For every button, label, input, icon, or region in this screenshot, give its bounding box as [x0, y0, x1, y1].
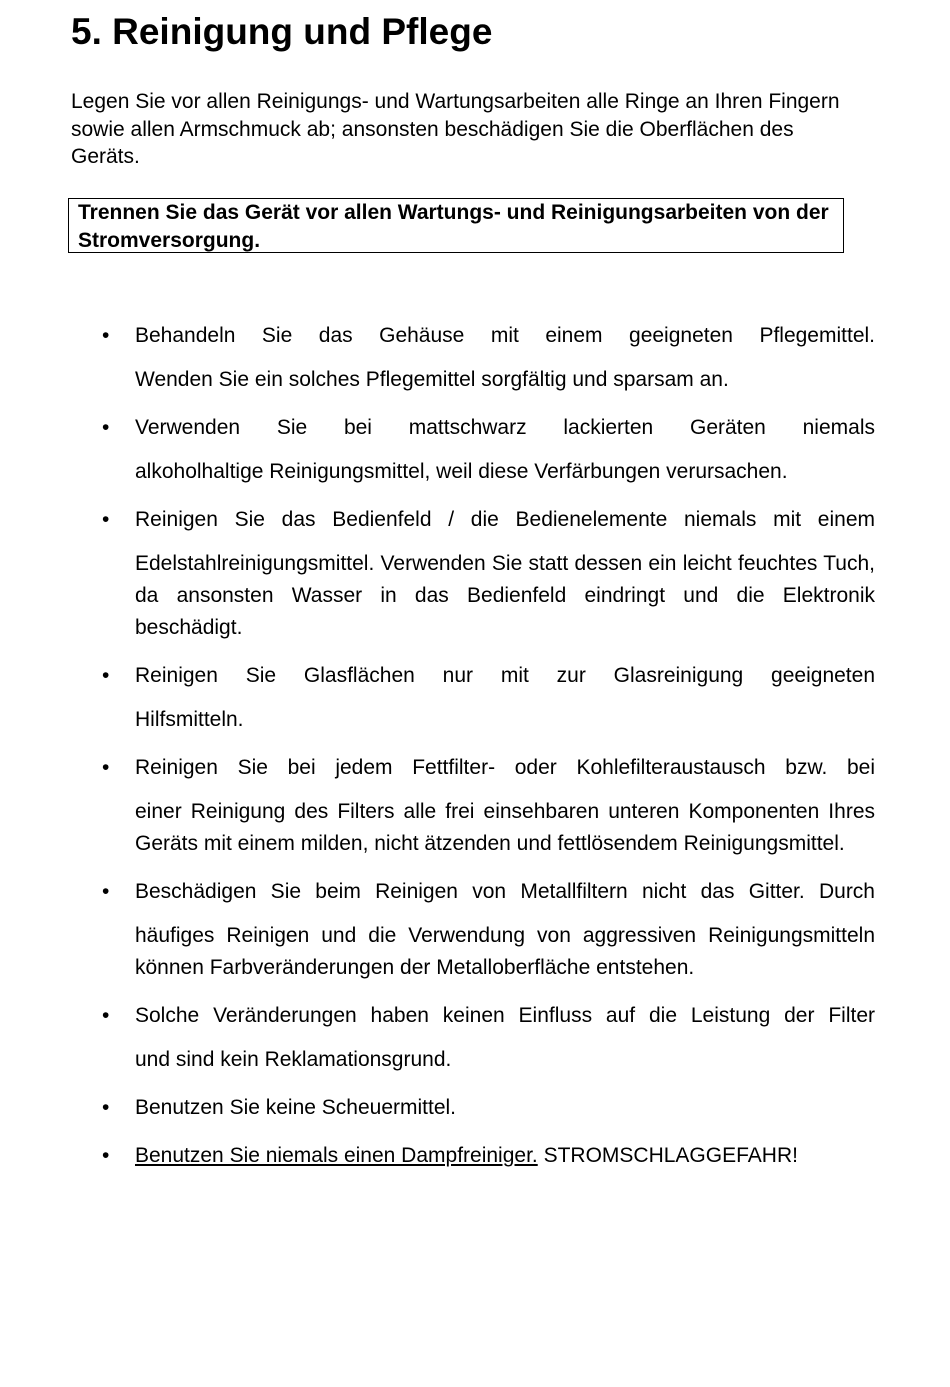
list-item-first-line: Verwenden Sie bei mattschwarz lackierten Geräten niemals — [135, 416, 875, 439]
list-item-continuation: Hilfsmitteln. — [135, 708, 244, 731]
list-item — [0, 1000, 875, 1076]
list-item — [0, 412, 875, 488]
list-item-continuation: und sind kein Reklamationsgrund. — [135, 1048, 452, 1071]
bullet-icon: • — [102, 880, 110, 903]
bullet-icon: • — [102, 324, 110, 347]
list-item-continuation: häufiges Reinigen und die Verwendung von aggressiven Reinigungsmitteln können Farbveränderungen der Metalloberfläche entstehen. — [135, 924, 875, 979]
list-item-first-line: Reinigen Sie das Bedienfeld / die Bedienelemente niemals mit einem — [135, 508, 875, 531]
page-title: 5. Reinigung und Pflege — [71, 11, 493, 52]
shock-hazard-text: STROMSCHLAGGEFAHR! — [537, 1144, 798, 1167]
bullet-icon: • — [102, 1144, 110, 1167]
list-item-first-line: Solche Veränderungen haben keinen Einfluss auf die Leistung der Filter — [135, 1004, 875, 1027]
list-item — [0, 660, 875, 736]
list-item — [0, 320, 875, 396]
list-item-text: Benutzen Sie keine Scheuermittel. — [135, 1096, 457, 1119]
list-item — [0, 752, 875, 860]
bullet-icon: • — [102, 1096, 110, 1119]
list-item — [0, 876, 875, 984]
underlined-warning-text: Benutzen Sie niemals einen Dampfreiniger. — [135, 1144, 538, 1167]
warning-box: Trennen Sie das Gerät vor allen Wartungs- und Reinigungsarbeiten von der Stromversorgung. — [68, 198, 844, 253]
list-item — [0, 1140, 875, 1172]
instruction-list — [0, 320, 875, 1188]
list-item-first-line: Behandeln Sie das Gehäuse mit einem geeigneten Pflegemittel. — [135, 324, 875, 347]
list-item-first-line: Beschädigen Sie beim Reinigen von Metallfiltern nicht das Gitter. Durch — [135, 880, 875, 903]
list-item-continuation: Edelstahlreinigungsmittel. Verwenden Sie statt dessen ein leicht feuchtes Tuch, da ansonsten Wasser in das Bedienfeld eindringt und die Elektronik beschädigt. — [135, 552, 875, 639]
list-item — [0, 1092, 875, 1124]
intro-paragraph: Legen Sie vor allen Reinigungs- und Wartungsarbeiten alle Ringe an Ihren Fingern sowie allen Armschmuck ab; ansonsten beschädigen Sie die Oberflächen des Geräts. — [71, 90, 840, 168]
list-item — [0, 504, 875, 644]
bullet-icon: • — [102, 756, 110, 779]
list-item-continuation: einer Reinigung des Filters alle frei einsehbaren unteren Komponenten Ihres Geräts mit einem milden, nicht ätzenden und fettlösendem Reinigungsmittel. — [135, 800, 875, 855]
list-item-continuation: Wenden Sie ein solches Pflegemittel sorgfältig und sparsam an. — [135, 368, 729, 391]
list-item-first-line: Reinigen Sie Glasflächen nur mit zur Glasreinigung geeigneten — [135, 664, 875, 687]
bullet-icon: • — [102, 416, 110, 439]
list-item-continuation: alkoholhaltige Reinigungsmittel, weil diese Verfärbungen verursachen. — [135, 460, 788, 483]
bullet-icon: • — [102, 1004, 110, 1027]
bullet-icon: • — [102, 508, 110, 531]
list-item-first-line: Reinigen Sie bei jedem Fettfilter- oder Kohlefilteraustausch bzw. bei — [135, 756, 875, 779]
bullet-icon: • — [102, 664, 110, 687]
